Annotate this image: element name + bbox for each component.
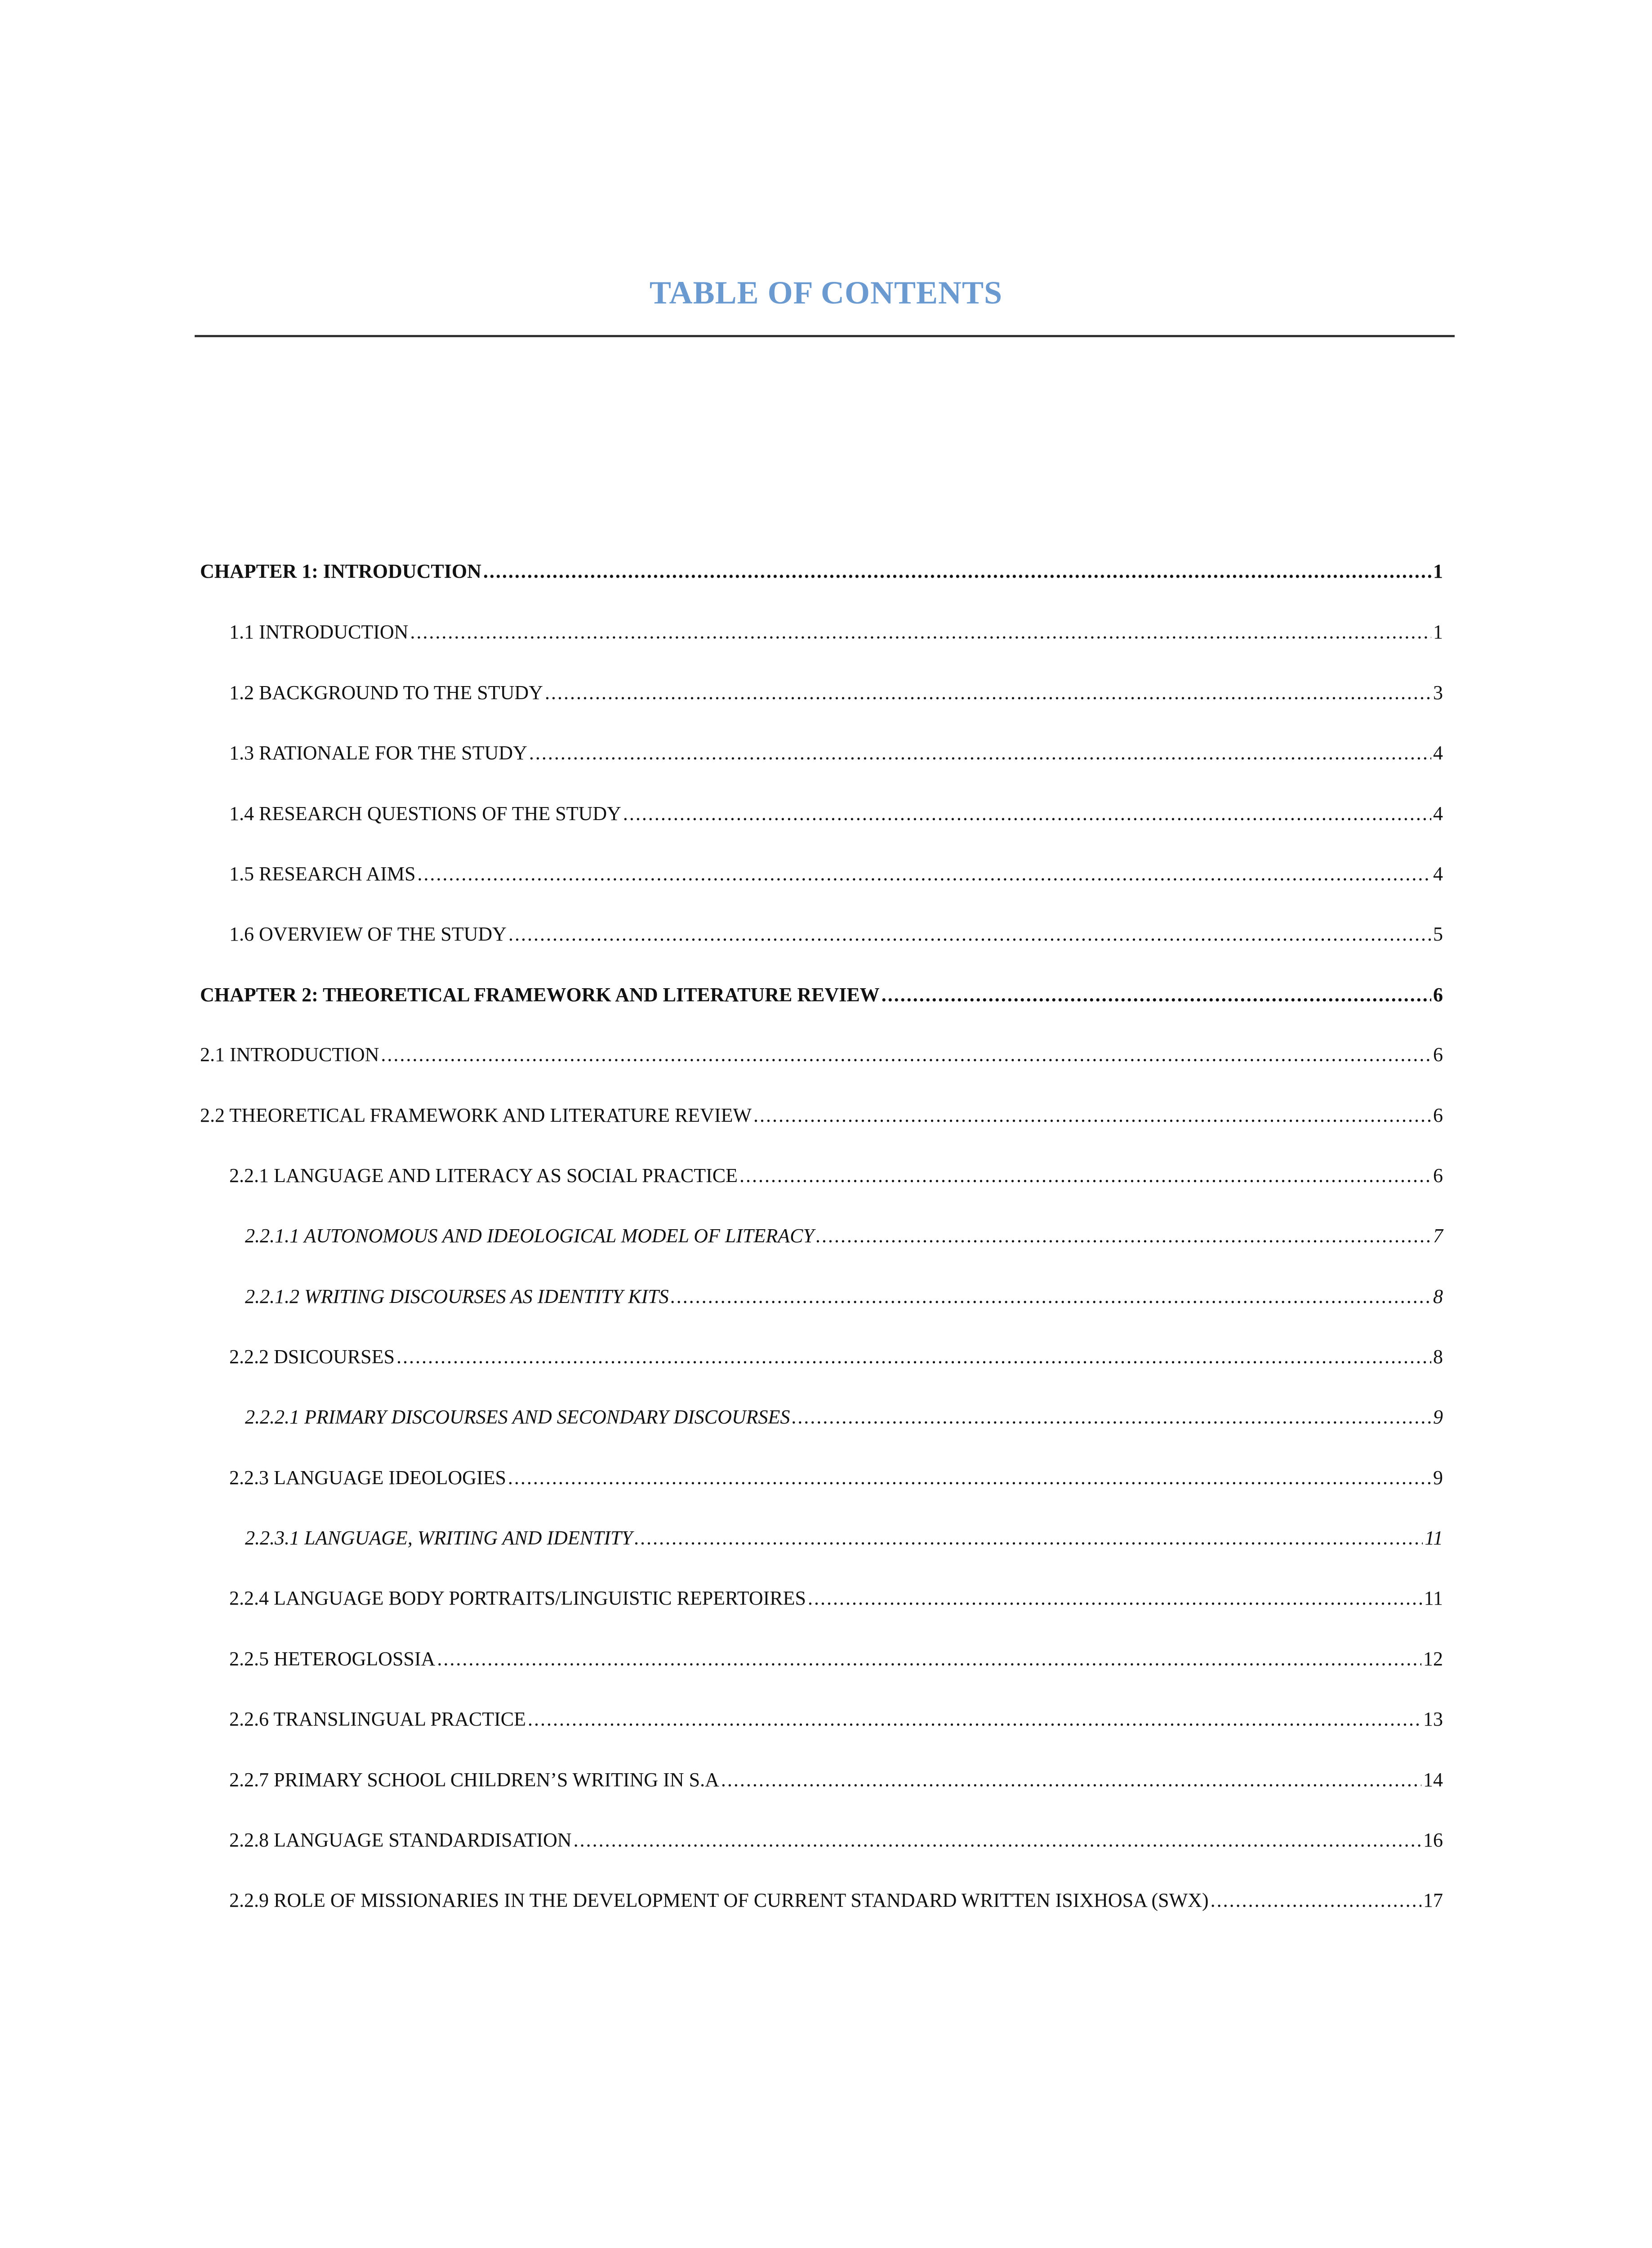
toc-entry-chapter-1[interactable] [200,560,1443,591]
toc-entry-label: 2.2.1.1 AUTONOMOUS AND IDEOLOGICAL MODEL OF LITERACY [245,1225,814,1247]
dot-leader [529,741,1431,764]
dot-leader [671,1285,1431,1308]
toc-page-number: 1 [1433,621,1443,643]
toc-entry-2-2-1[interactable] [229,1164,1443,1195]
toc-page-number: 17 [1423,1889,1443,1911]
toc-entry-label: 2.2.6 TRANSLINGUAL PRACTICE [229,1708,526,1730]
dot-leader [508,923,1431,946]
dot-leader [381,1043,1431,1066]
dot-leader [739,1164,1431,1187]
toc-entry-1-5[interactable] [229,862,1443,894]
dot-leader [1211,1889,1421,1912]
toc-entry-2-2-3-1[interactable] [245,1526,1443,1558]
toc-page-number: 1 [1433,560,1443,582]
toc-entry-label: 2.2.9 ROLE OF MISSIONARIES IN THE DEVELOPMENT OF CURRENT STANDARD WRITTEN ISIXHOSA (SWX) [229,1889,1209,1911]
toc-entry-2-2-2[interactable] [229,1345,1443,1377]
toc-entry-2-2-1-2[interactable] [245,1285,1443,1316]
toc-entry-label: 2.2.3.1 LANGUAGE, WRITING AND IDENTITY [245,1527,633,1549]
dot-leader [816,1224,1431,1247]
toc-page-number: 6 [1433,1044,1443,1066]
toc-page-number: 6 [1433,1164,1443,1186]
toc-entry-2-2-7[interactable] [229,1768,1443,1800]
toc-page-number: 5 [1433,923,1443,945]
toc-entry-label: 2.2.8 LANGUAGE STANDARDISATION [229,1829,572,1851]
toc-entry-label: 2.2.2 DSICOURSES [229,1346,395,1368]
page-title: TABLE OF CONTENTS [649,275,1003,311]
toc-page-number: 6 [1433,1104,1443,1126]
toc-entry-label: 1.3 RATIONALE FOR THE STUDY [229,742,527,764]
toc-entry-2-2-3[interactable] [229,1466,1443,1498]
toc-page-number: 9 [1433,1467,1443,1489]
toc-entry-2-2-5[interactable] [229,1647,1443,1679]
toc-entry-label: 2.1 INTRODUCTION [200,1044,379,1066]
toc-page-number: 13 [1423,1708,1443,1730]
dot-leader [808,1587,1422,1610]
toc-page-number: 12 [1423,1648,1443,1670]
toc-entry-label: 1.1 INTRODUCTION [229,621,409,643]
toc-entry-label: 2.2.1.2 WRITING DISCOURSES AS IDENTITY KITS [245,1285,669,1307]
title-divider [195,335,1455,337]
toc-page-number: 4 [1433,742,1443,764]
toc-page-number: 9 [1433,1406,1443,1428]
toc-page-number: 3 [1433,682,1443,704]
dot-leader [528,1708,1421,1731]
toc-entry-1-2[interactable] [229,681,1443,713]
toc-page-number: 16 [1423,1829,1443,1851]
toc-entry-label: 2.2.4 LANGUAGE BODY PORTRAITS/LINGUISTIC REPERTOIRES [229,1587,806,1609]
dot-leader [396,1345,1431,1368]
dot-leader [508,1466,1431,1489]
dot-leader [623,802,1431,825]
toc-entry-label: 1.2 BACKGROUND TO THE STUDY [229,682,543,704]
dot-leader [721,1768,1421,1791]
toc-entry-chapter-2[interactable] [200,983,1443,1015]
toc-entry-2-2-8[interactable] [229,1829,1443,1860]
toc-entry-2-2-9[interactable] [229,1889,1443,1920]
dot-leader [545,681,1431,704]
dot-leader [417,862,1431,885]
dot-leader [410,620,1431,643]
toc-entry-2-2[interactable] [200,1104,1443,1135]
toc-entry-label: 2.2.3 LANGUAGE IDEOLOGIES [229,1467,506,1489]
toc-page-number: 8 [1433,1285,1443,1307]
toc-entry-1-3[interactable] [229,741,1443,773]
toc-page-number: 14 [1423,1769,1443,1791]
toc-entry-label: CHAPTER 2: THEORETICAL FRAMEWORK AND LITERATURE REVIEW [200,984,880,1006]
toc-entry-label: 1.6 OVERVIEW OF THE STUDY [229,923,507,945]
toc-page-number: 4 [1433,863,1443,885]
toc-entry-label: 1.5 RESEARCH AIMS [229,863,416,885]
dot-leader [753,1104,1431,1127]
toc-entry-1-6[interactable] [229,923,1443,954]
dot-leader [882,983,1431,1006]
toc-page-number: 6 [1433,984,1443,1006]
dot-leader [437,1647,1421,1670]
toc-entry-label: 1.4 RESEARCH QUESTIONS OF THE STUDY [229,803,621,825]
toc-page-number: 11 [1425,1527,1443,1549]
dot-leader [634,1526,1423,1549]
dot-leader [574,1829,1421,1851]
toc-entry-2-2-6[interactable] [229,1708,1443,1739]
toc-entry-label: 2.2.7 PRIMARY SCHOOL CHILDREN’S WRITING IN S.A [229,1769,719,1791]
toc-entry-1-4[interactable] [229,802,1443,834]
toc-page-number: 8 [1433,1346,1443,1368]
toc-entry-2-1[interactable] [200,1043,1443,1075]
toc-entry-1-1[interactable] [229,620,1443,652]
toc-entry-label: 2.2.5 HETEROGLOSSIA [229,1648,436,1670]
toc-entry-2-2-4[interactable] [229,1587,1443,1618]
toc-page-number: 7 [1433,1225,1443,1247]
toc-page-number: 11 [1424,1587,1443,1609]
toc-entry-label: CHAPTER 1: INTRODUCTION [200,560,481,582]
toc-entry-label: 2.2.2.1 PRIMARY DISCOURSES AND SECONDARY DISCOURSES [245,1406,790,1428]
dot-leader [792,1405,1431,1428]
toc-page-number: 4 [1433,803,1443,825]
toc-entry-label: 2.2.1 LANGUAGE AND LITERACY AS SOCIAL PRACTICE [229,1164,738,1186]
toc-entry-2-2-2-1[interactable] [245,1405,1443,1437]
toc-entry-label: 2.2 THEORETICAL FRAMEWORK AND LITERATURE REVIEW [200,1104,752,1126]
toc-entry-2-2-1-1[interactable] [245,1224,1443,1256]
dot-leader [483,560,1431,583]
